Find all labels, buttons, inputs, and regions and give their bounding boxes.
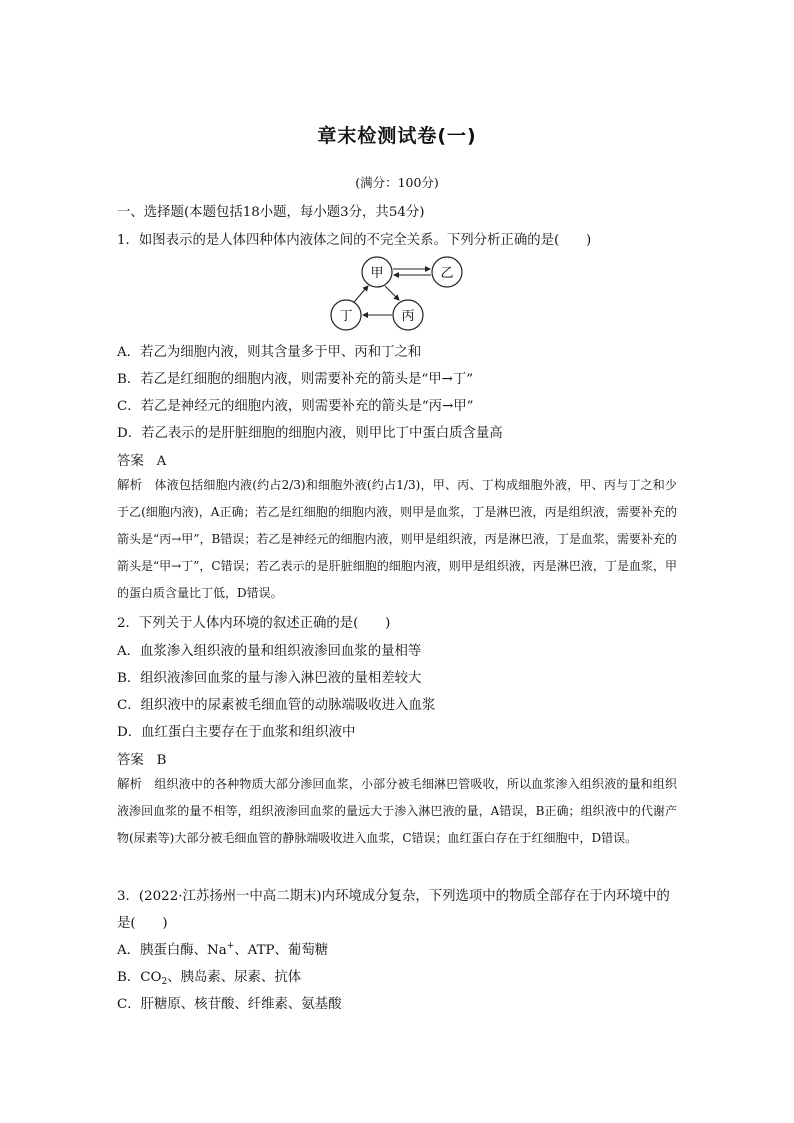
q1-option-d: D．若乙表示的是肝脏细胞的细胞内液，则甲比丁中蛋白质含量高 (117, 426, 503, 441)
body-fluid-diagram (328, 253, 468, 333)
q1-stem: 1．如图表示的是人体四种体内液体之间的不完全关系。下列分析正确的是( ) (117, 233, 592, 248)
answer-label: 答案 (117, 753, 144, 768)
q1-option-b: B．若乙是红细胞的细胞内液，则需要补充的箭头是“甲→丁” (117, 372, 474, 387)
q2-option-a: A．血浆渗入组织液的量和组织液渗回血浆的量相等 (117, 644, 422, 659)
node-bing-label: 丙 (401, 309, 415, 324)
answer-value: A (156, 454, 167, 469)
q3-option-b-text: B．CO (117, 970, 162, 985)
q3-option-a-text-rest: 、ATP、葡萄糖 (234, 943, 329, 958)
q3-option-a-text: A．胰蛋白酶、Na (117, 943, 227, 958)
page-title: 章末检测试卷(一) (317, 125, 477, 147)
q2-answer (117, 749, 166, 768)
q2-option-b: B．组织液渗回血浆的量与渗入淋巴液的量相差较大 (117, 671, 422, 686)
explanation-label: 解析 (117, 477, 143, 492)
q1-option-c: C．若乙是神经元的细胞内液，则需要补充的箭头是“丙→甲” (117, 399, 474, 414)
section-heading: 一、选择题(本题包括18小题，每小题3分，共54分) (117, 205, 425, 220)
subscript: 2 (161, 977, 168, 987)
q2-option-c: C．组织液中的尿素被毛细血管的动脉端吸收进入血浆 (117, 698, 436, 713)
superscript: + (226, 941, 235, 951)
q3-option-c: C．肝糖原、核苷酸、纤维素、氨基酸 (117, 997, 342, 1012)
q2-explanation (117, 770, 677, 852)
arrow-ding-to-jia (354, 286, 368, 302)
q2-stem: 2．下列关于人体内环境的叙述正确的是( ) (117, 616, 391, 631)
q3-option-b-text-rest: 、胰岛素、尿素、抗体 (167, 970, 302, 985)
score-note: (满分：100分) (355, 175, 439, 190)
answer-value: B (156, 753, 167, 768)
q1-answer (117, 450, 166, 469)
explanation-text: 组织液中的各种物质大部分渗回血浆，小部分被毛细淋巴管吸收，所以血浆渗入组织液的量和组织液渗回血浆的量不相等，组织液渗回血浆的量远大于渗入淋巴液的量，A错误，B正确；组织液中的代谢产物(尿素等)大部分被毛细血管的静脉端吸收进入血浆，C错误；血红蛋白存在于红细胞中，D错误。 (117, 777, 677, 845)
q1-explanation (117, 471, 677, 607)
q3-stem-line2: 是( ) (117, 916, 168, 931)
q3-option-a (117, 939, 328, 958)
arrow-jia-to-bing (385, 286, 399, 300)
node-yi-label: 乙 (440, 266, 454, 281)
explanation-label: 解析 (117, 776, 143, 791)
q3-option-b (117, 966, 301, 987)
q2-option-d: D．血红蛋白主要存在于血浆和组织液中 (117, 725, 356, 740)
answer-label: 答案 (117, 454, 144, 469)
explanation-text: 体液包括细胞内液(约占2/3)和细胞外液(约占1/3)，甲、丙、丁构成细胞外液，甲、丙与丁之和少于乙(细胞内液)，A正确；若乙是红细胞的细胞内液，则甲是血浆，丁是淋巴液，丙是组织液，需要补充的箭头是“丙→甲”，B错误；若乙是神经元的细胞内液，则甲是组织液，丙是淋巴液，丁是血浆，需要补充的箭头是“甲→丁”，C错误；若乙表示的是肝脏细胞的细胞内液，则甲是组织液，丙是淋巴液，丁是血浆，甲的蛋白质含量比丁低，D错误。 (117, 478, 677, 600)
node-jia-label: 甲 (370, 266, 384, 281)
node-ding-label: 丁 (339, 309, 353, 324)
q1-option-a: A．若乙为细胞内液，则其含量多于甲、丙和丁之和 (117, 345, 422, 360)
q3-stem-line1: 3．(2022·江苏扬州一中高二期末)内环境成分复杂，下列选项中的物质全部存在于内环境中的 (117, 889, 670, 904)
